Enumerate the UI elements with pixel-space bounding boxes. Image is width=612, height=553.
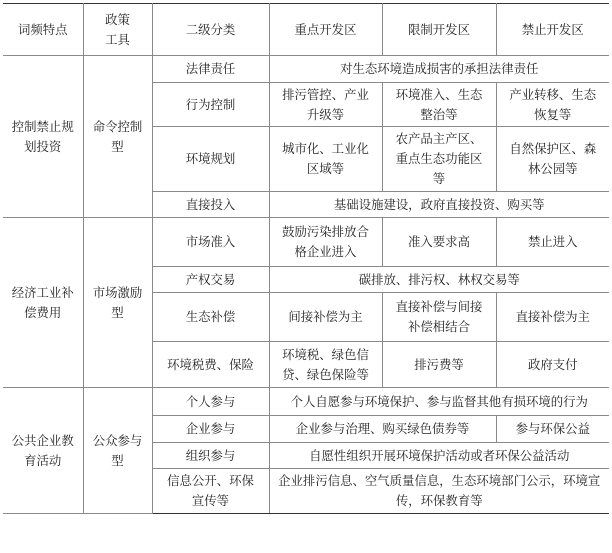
cell-text: 城市化、工业化区域等 [282, 141, 369, 176]
tool-cell [83, 56, 152, 218]
feature-label: 经济工业补偿费用 [11, 284, 74, 320]
category-cell: 直接投入 [152, 192, 269, 218]
limit-zone-cell [382, 83, 496, 127]
merged-cell: 碳排放、排污权、林权交易等 [269, 267, 609, 293]
feature-label: 控制禁止规划投资 [11, 118, 74, 154]
merged-cell: 基础设施建设，政府直接投资、购买等 [269, 192, 609, 218]
header-key-zone: 重点开发区 [269, 4, 382, 56]
category-cell [152, 469, 269, 514]
tool-label: 命令控制型 [92, 118, 143, 154]
limit-zone-cell [382, 127, 496, 192]
key-zone-cell [269, 127, 382, 192]
cell-text: 产业转移、生态恢复等 [509, 86, 597, 122]
header-limit-zone: 限制开发区 [382, 4, 496, 56]
cell-text: 信息公开、环保宣传等 [167, 473, 254, 508]
policy-table [3, 3, 609, 514]
limit-zone-cell: 排污费等 [382, 342, 496, 388]
ban-zone-cell: 参与环保公益 [496, 416, 609, 443]
feature-cell [3, 388, 83, 514]
category-cell: 环境税费、保险 [152, 342, 269, 388]
merged-cell: 自愿性组织开展环境保护活动或者环保公益活动 [269, 443, 609, 469]
category-cell: 组织参与 [152, 443, 269, 469]
table-row [3, 56, 609, 83]
header-tool-label: 政策工具 [105, 11, 130, 47]
header-row [3, 4, 609, 56]
key-limit-merged-cell: 企业参与治理、购买绿色债券等 [269, 416, 496, 443]
category-cell: 市场准入 [152, 218, 269, 267]
limit-zone-cell: 准入要求高 [382, 218, 496, 267]
key-zone-cell [269, 218, 382, 267]
category-cell: 企业参与 [152, 416, 269, 443]
ban-zone-cell [496, 127, 609, 192]
header-category: 二级分类 [152, 4, 269, 56]
key-zone-cell [269, 83, 382, 127]
merged-cell: 对生态环境造成损害的承担法律责任 [269, 56, 609, 83]
category-cell: 环境规划 [152, 127, 269, 192]
feature-cell [3, 218, 83, 388]
ban-zone-cell [496, 83, 609, 127]
tool-cell [83, 388, 152, 514]
feature-cell [3, 56, 83, 218]
ban-zone-cell: 政府支付 [496, 342, 609, 388]
category-cell: 生态补偿 [152, 293, 269, 342]
key-zone-cell: 间接补偿为主 [269, 293, 382, 342]
table-row [3, 388, 609, 416]
merged-cell: 个人自愿参与环境保护、参与监督其他有损环境的行为 [269, 388, 609, 416]
header-feature: 词频特点 [3, 4, 83, 56]
tool-cell [83, 218, 152, 388]
cell-text: 排污管控、产业升级等 [282, 86, 369, 122]
ban-zone-cell: 禁止进入 [496, 218, 609, 267]
category-cell: 法律责任 [152, 56, 269, 83]
cell-text: 鼓励污染排放合格企业进入 [282, 224, 369, 259]
category-cell: 个人参与 [152, 388, 269, 416]
tool-label: 公众参与型 [92, 432, 143, 468]
key-zone-cell [269, 342, 382, 388]
tool-label: 市场激励型 [92, 284, 143, 320]
cell-text: 直接补偿与间接补偿相结合 [395, 299, 483, 334]
cell-text: 自然保护区、森林公园等 [509, 141, 597, 176]
cell-text: 农产品主产区、重点生态功能区等 [395, 131, 483, 186]
table-row [3, 218, 609, 267]
cell-text: 企业排污信息、空气质量信息，生态环境部门公示，环境宣传，环保教育等 [278, 473, 601, 508]
category-cell: 行为控制 [152, 83, 269, 127]
header-tool [83, 4, 152, 56]
merged-cell [269, 469, 609, 514]
feature-label: 公共企业教育活动 [11, 432, 74, 468]
limit-zone-cell [382, 293, 496, 342]
cell-text: 环境准入、生态整治等 [395, 86, 483, 122]
category-cell: 产权交易 [152, 267, 269, 293]
ban-zone-cell: 直接补偿为主 [496, 293, 609, 342]
header-ban-zone: 禁止开发区 [496, 4, 609, 56]
cell-text: 环境税、绿色信贷、绿色保险等 [282, 346, 369, 382]
